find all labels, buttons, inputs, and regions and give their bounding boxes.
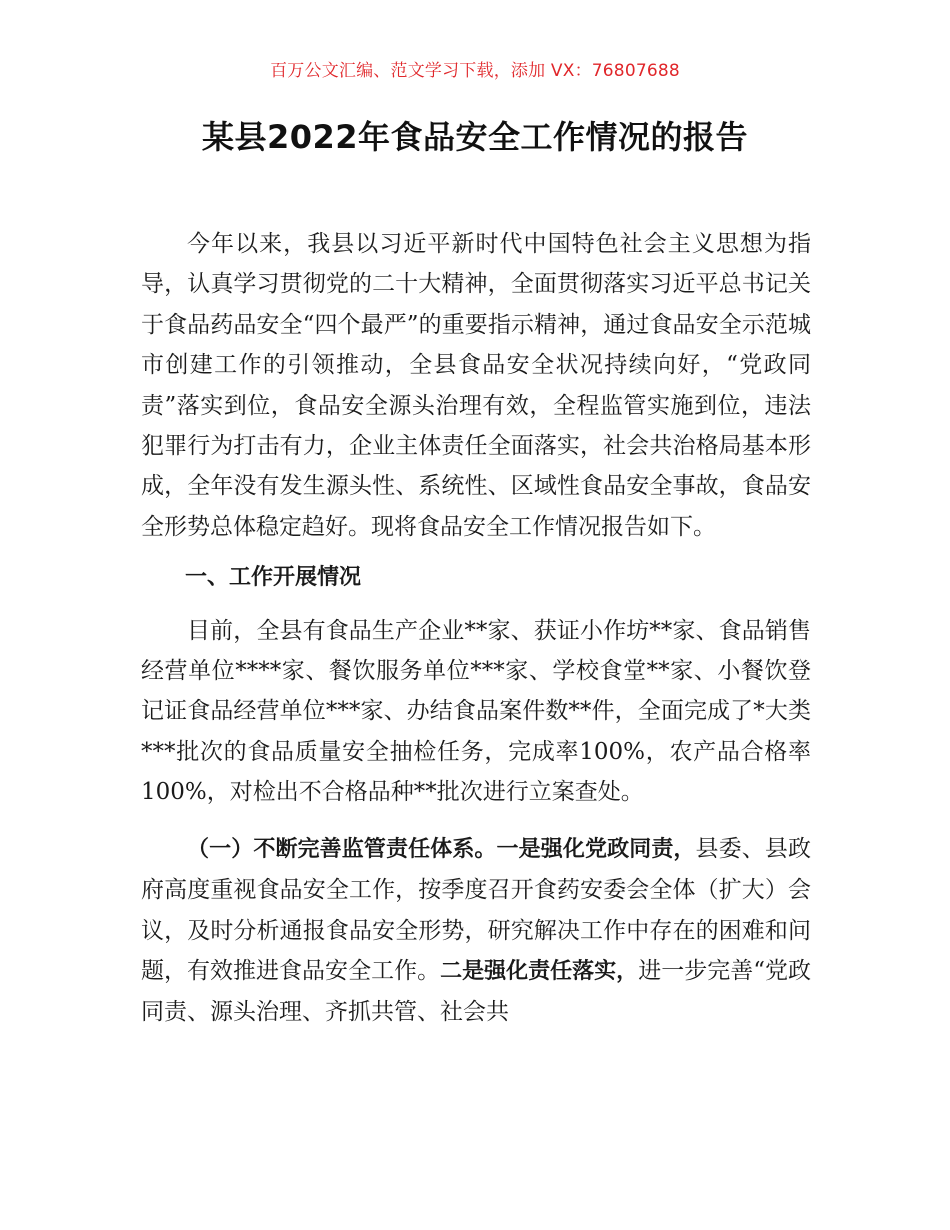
intro-paragraph: 今年以来，我县以习近平新时代中国特色社会主义思想为指导，认真学习贯彻党的二十大精神，全面贯彻落实习近平总书记关于食品药品安全“四个最严”的重要指示精神，通过食品安全示范城市创建工作的引领推动，全县食品安全状况持续向好，“党政同责”落实到位，食品安全源头治理有效，全程监管实施到位，违法犯罪行为打击有力，企业主体责任全面落实，社会共治格局基本形成，全年没有发生源头性、系统性、区域性食品安全事故，食品安全形势总体稳定趋好。现将食品安全工作情况报告如下。: [141, 231, 811, 540]
stats-paragraph: 目前，全县有食品生产企业**家、获证小作坊**家、食品销售经营单位****家、餐饮服务单位***家、学校食堂**家、小餐饮登记证食品经营单位***家、办结食品案件数**件，全面完成了*大类***批次的食品质量安全抽检任务，完成率100%，农产品合格率100%，对检出不合格品种**批次进行立案查处。: [141, 617, 811, 806]
point-1-label: 一是强化党政同责，: [496, 836, 696, 862]
point-2-text: 进一步完善“党政同责、源头治理、齐抓共管、社会共: [141, 957, 811, 1026]
subsection-paragraph-supervision: [141, 829, 811, 1033]
subsection-heading: （一）不断完善监管责任体系。: [187, 836, 497, 862]
watermark-banner: 百万公文汇编、范文学习下载，添加 VX：76807688: [270, 61, 680, 81]
document-title: 某县2022年食品安全工作情况的报告: [201, 118, 749, 156]
document-body: [141, 224, 811, 1033]
point-1-text: 县委、县政府高度重视食品安全工作，按季度召开食药安委会全体（扩大）会议，及时分析通报食品安全形势，研究解决工作中存在的困难和问题，有效推进食品安全工作。: [141, 835, 811, 984]
point-2-label: 二是强化责任落实，: [440, 958, 639, 984]
section-heading-work-progress: 一、工作开展情况: [185, 565, 362, 591]
